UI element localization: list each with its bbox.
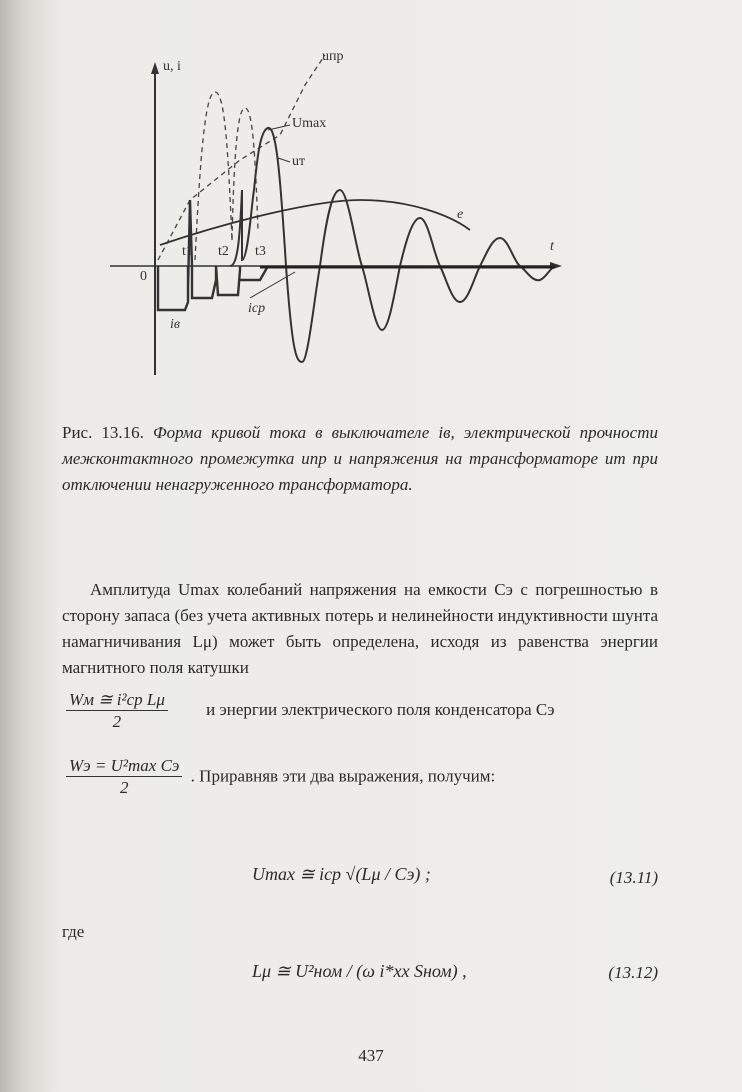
eq-13-12-number: (13.12) xyxy=(608,963,658,982)
formula-w-e xyxy=(66,756,182,799)
curve-dashed-hump-1 xyxy=(195,92,232,260)
w-m-numerator: Wм ≅ i²ср Lμ xyxy=(66,690,168,711)
label-axis-u-i: u, i xyxy=(163,59,181,74)
label-e: e xyxy=(457,207,464,222)
w-e-text: . Приравняв эти два выражения, получим: xyxy=(190,766,496,786)
eq-13-11-formula: Umax ≅ iср √(Lμ / Cэ) ; xyxy=(252,864,431,884)
body-paragraph: Амплитуда Umax колебаний напряжения на емкости Cэ с погрешностью в сторону запаса (без учета активных потерь и нелинейности индуктивности шунта намагничивания Lμ) может быть определена, исходя из равенства энергии магнитного поля катушки xyxy=(62,580,658,677)
caption-text: Форма кривой тока в выключателе iв, электрической прочности межконтактного промежутка uпр и напряжения на трансформаторе uт при отключении ненагруженного трансформатора. xyxy=(62,423,659,494)
w-m-text: и энергии электрического поля конденсатора Cэ xyxy=(206,700,555,720)
u-max-pointer xyxy=(268,125,290,130)
label-t2: t2 xyxy=(218,244,229,259)
u-t-pointer xyxy=(278,158,290,162)
where-word: где xyxy=(62,922,85,941)
label-u-t: uт xyxy=(292,154,306,169)
w-e-denominator: 2 xyxy=(119,778,129,797)
label-origin: 0 xyxy=(140,269,147,284)
label-u-max: Umax xyxy=(292,116,327,131)
w-m-denominator: 2 xyxy=(112,712,122,731)
eq-13-12-formula: Lμ ≅ U²ном / (ω i*хх Sном) , xyxy=(252,961,467,981)
curve-e xyxy=(160,200,470,245)
label-t3: t3 xyxy=(255,244,266,259)
energy-electric-line xyxy=(62,756,658,799)
figure-caption xyxy=(62,420,658,498)
label-i-b: iв xyxy=(170,317,180,332)
label-t1: t1 xyxy=(182,244,193,259)
equation-13-12 xyxy=(62,945,658,1005)
w-e-numerator: Wэ = U²max Cэ xyxy=(66,756,182,777)
label-u-pr: uпр xyxy=(322,49,344,64)
caption-number: Рис. 13.16. xyxy=(62,423,144,442)
label-t-axis: t xyxy=(550,239,554,254)
equation-13-11 xyxy=(62,852,658,912)
curve-u-t xyxy=(230,128,555,362)
label-i-cp: iср xyxy=(248,301,266,316)
energy-magnetic-line xyxy=(62,690,658,733)
formula-w-m xyxy=(66,690,168,733)
eq-13-11-number: (13.11) xyxy=(609,868,658,887)
figure-waveform xyxy=(100,40,580,390)
waveform-diagram xyxy=(100,40,580,390)
vertical-axis-arrow xyxy=(151,62,159,74)
page-number: 437 xyxy=(358,1046,384,1065)
